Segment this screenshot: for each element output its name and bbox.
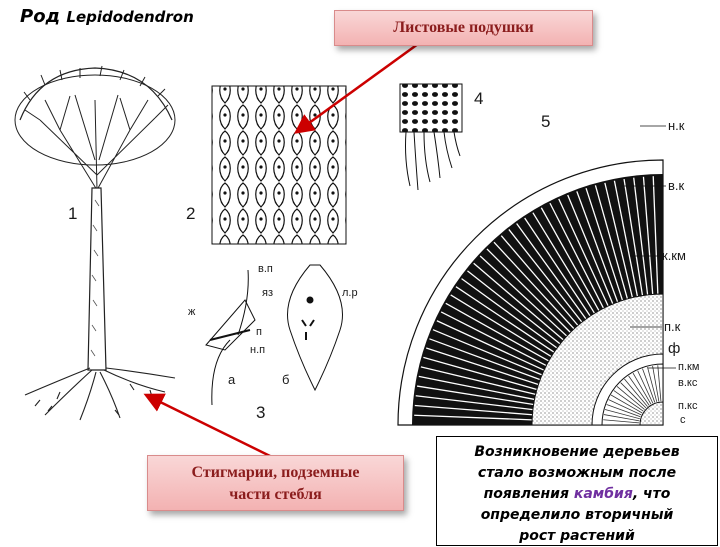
label-pks: п.кс xyxy=(678,400,698,412)
callout-stigmaria xyxy=(147,455,404,511)
label-nk: н.к xyxy=(668,118,685,133)
callout-stigmaria-line1: Стигмарии, подземные xyxy=(191,464,360,481)
callout-stigmaria-line2: части стебля xyxy=(229,486,322,503)
stem-cross-section-drawing xyxy=(398,160,663,425)
label-a: а xyxy=(228,372,236,387)
label-pk: п.к xyxy=(664,319,681,334)
label-vp: в.п xyxy=(258,263,273,275)
note-line-2: стало возможным после xyxy=(477,465,677,481)
figure-number-5: 5 xyxy=(541,112,551,131)
label-yaz: яз xyxy=(262,287,273,299)
title-prefix: Род xyxy=(20,6,61,27)
figure-number-3: 3 xyxy=(256,403,266,422)
note-line-4: определило вторичный xyxy=(480,507,674,523)
label-b: б xyxy=(282,372,290,387)
note-line-3 xyxy=(437,484,717,505)
label-p: п xyxy=(256,326,262,338)
title-genus: Lepidodendron xyxy=(66,8,194,26)
cambium-note-box xyxy=(436,436,718,546)
note-line-3-end: , что xyxy=(632,486,671,502)
leaf-fragment-drawing xyxy=(400,84,462,190)
label-lr: л.р xyxy=(342,287,358,299)
label-zh: ж xyxy=(188,306,196,318)
label-f: ф xyxy=(668,340,681,357)
note-line-1: Возникновение деревьев xyxy=(474,444,680,460)
label-kkm: к.км xyxy=(662,248,686,263)
arrow-to-stigmaria xyxy=(148,396,272,457)
leaf-cushion-detail-drawing xyxy=(206,265,343,405)
figure-number-1: 1 xyxy=(68,204,78,223)
label-vk: в.к xyxy=(668,178,685,193)
label-pkm: п.км xyxy=(678,361,700,373)
note-keyword-cambium: камбия xyxy=(573,486,633,502)
callout-leaf-cushions: Листовые подушки xyxy=(334,10,593,46)
lepidodendron-tree-drawing xyxy=(15,66,175,420)
figure-number-2: 2 xyxy=(186,204,196,223)
label-vks: в.кс xyxy=(678,377,698,389)
note-line-5: рост растений xyxy=(519,528,635,544)
note-line-3-start: появления xyxy=(483,486,574,502)
label-s: с xyxy=(680,414,686,426)
label-np: н.п xyxy=(250,344,266,356)
figure-number-4: 4 xyxy=(474,89,484,108)
